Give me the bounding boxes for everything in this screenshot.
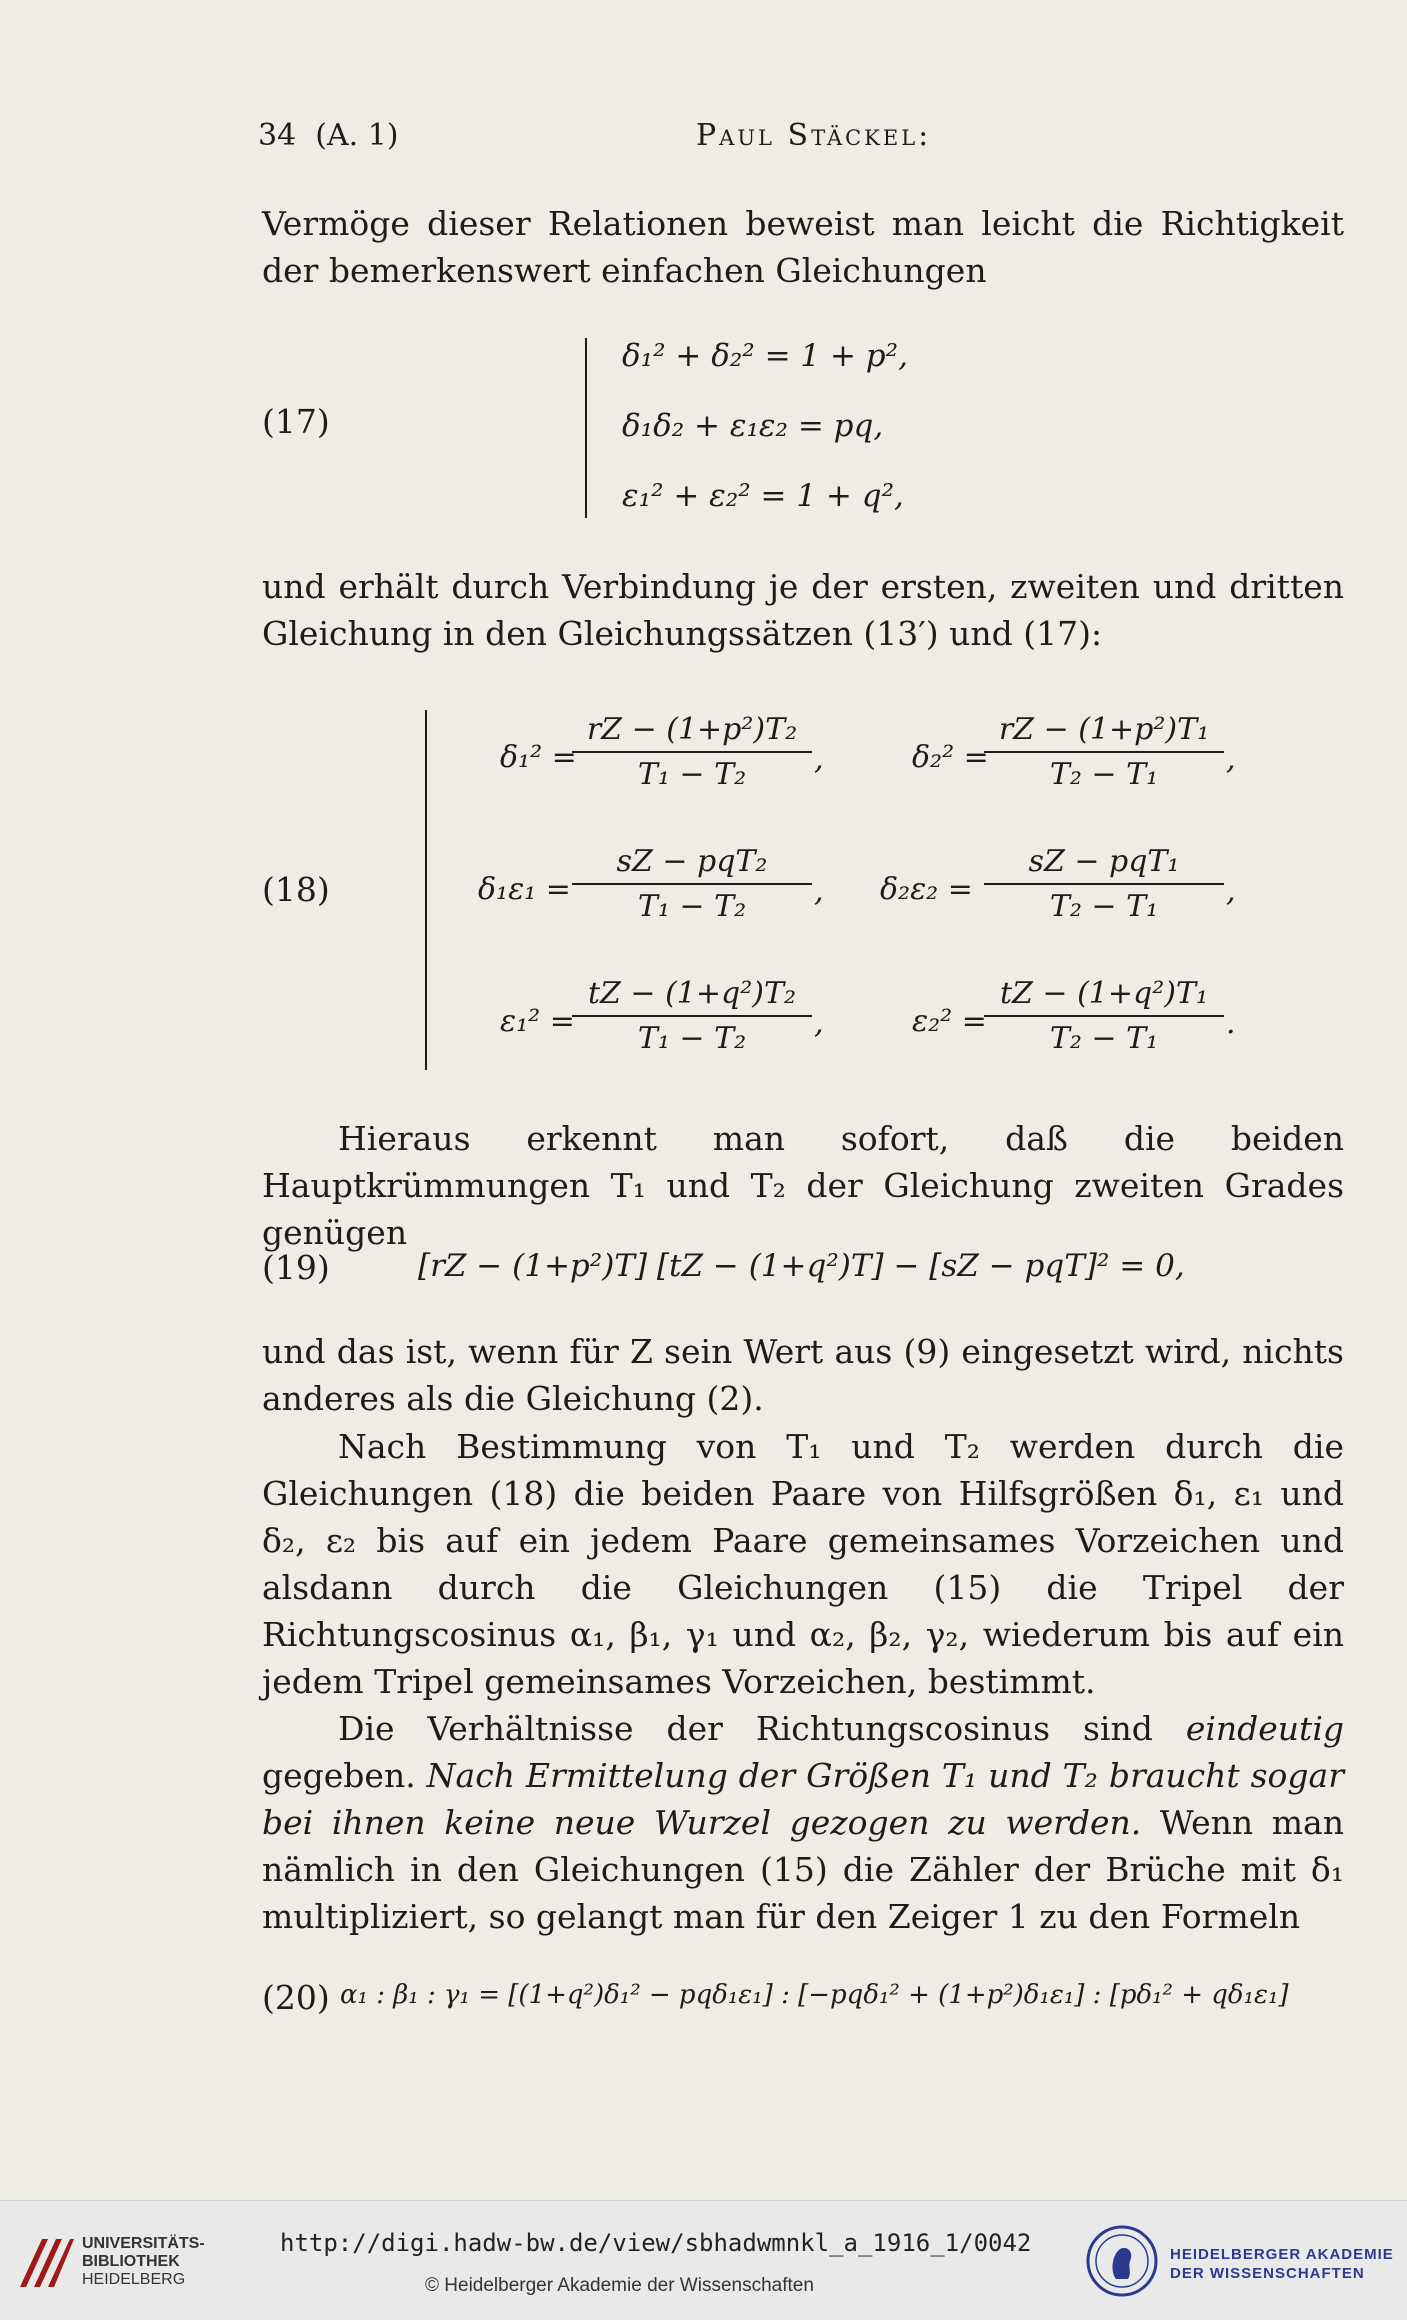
paragraph-4: und das ist, wenn für Z sein Wert aus (9) eingesetzt wird, nichts anderes als die Gleichung (2). bbox=[262, 1332, 1344, 1418]
viewer-footer bbox=[0, 2200, 1407, 2320]
eq18-row1-left-lhs: δ₁² = bbox=[500, 740, 577, 775]
eq18-row1-right-punct: , bbox=[1226, 742, 1236, 777]
equation-20-body: α₁ : β₁ : γ₁ = [(1+q²)δ₁² − pqδ₁ε₁] : [−pqδ₁² + (1+p²)δ₁ε₁] : [pδ₁² + qδ₁ε₁] bbox=[340, 1980, 1289, 2010]
academy-seal-icon bbox=[1086, 2225, 1158, 2297]
eq18-row2-left-punct: , bbox=[814, 874, 824, 909]
eq18-row3-left-fraction bbox=[572, 976, 812, 1056]
eq18-row1-left-punct: , bbox=[814, 742, 824, 777]
numerator: rZ − (1+p²)T₂ bbox=[586, 712, 798, 747]
paragraph-2: und erhält durch Verbindung je der ersten, zweiten und dritten Gleichung in den Gleichungssätzen (13′) und (17): bbox=[262, 567, 1344, 653]
denominator: T₁ − T₂ bbox=[637, 1021, 747, 1056]
numerator: tZ − (1+q²)T₂ bbox=[587, 976, 796, 1011]
numerator: rZ − (1+p²)T₁ bbox=[998, 712, 1210, 747]
paragraph-5: Nach Bestimmung von T₁ und T₂ werden durch die Gleichungen (18) die beiden Paare von Hilfsgrößen δ₁, ε₁ und δ₂, ε₂ bis auf ein jedem Paare gemeinsames Vorzeichen und alsdann durch die Gleichungen (15) die Tripel der Richtungscosinus α₁, β₁, γ₁ und α₂, β₂, γ₂, wiederum bis auf ein jedem Tripel gemeinsames Vorzeichen, bestimmt. bbox=[262, 1427, 1344, 1701]
eq18-row1-right-fraction bbox=[984, 712, 1224, 792]
denominator: T₂ − T₁ bbox=[1049, 1021, 1159, 1056]
eq18-row3-right-fraction bbox=[984, 976, 1224, 1056]
equation-18-label: (18) bbox=[262, 870, 330, 909]
university-library-logo-icon bbox=[14, 2231, 76, 2293]
eq18-row3-left-lhs: ε₁² = bbox=[500, 1004, 575, 1039]
equation-19-body: [rZ − (1+p²)T] [tZ − (1+q²)T] − [sZ − pqT]² = 0, bbox=[418, 1248, 1185, 1284]
eq18-row2-right-lhs: δ₂ε₂ = bbox=[880, 872, 973, 907]
equation-19-label: (19) bbox=[262, 1248, 330, 1287]
paragraph-6-italic-sentence: Nach Ermittelung der Größen T₁ und T₂ braucht sogar bei ihnen keine neue Wurzel gezogen zu werden. bbox=[262, 1756, 1344, 1842]
eq18-row2-left-lhs: δ₁ε₁ = bbox=[478, 872, 571, 907]
eq18-row3-right-punct: . bbox=[1226, 1006, 1236, 1041]
equation-17-brace bbox=[585, 338, 587, 518]
denominator: T₁ − T₂ bbox=[637, 757, 747, 792]
permalink-url[interactable]: http://digi.hadw-bw.de/view/sbhadwmnkl_a_1916_1/0042 bbox=[280, 2229, 1032, 2257]
running-head: Paul Stäckel: bbox=[696, 118, 932, 153]
university-library-name: UNIVERSITÄTS- BIBLIOTHEK HEIDELBERG bbox=[82, 2235, 205, 2288]
eq18-row2-right-fraction bbox=[984, 844, 1224, 924]
paragraph-6-part-e: Wenn man nämlich in den Gleichungen (15) die Zähler der Brüche mit δ₁ multipliziert, so gelangt man für den Zeiger 1 zu den Formeln bbox=[262, 1803, 1344, 1936]
eq18-row2-left-fraction bbox=[572, 844, 812, 924]
paragraph-3: Hieraus erkennt man sofort, daß die beiden Hauptkrümmungen T₁ und T₂ der Gleichung zweiten Grades genügen bbox=[262, 1119, 1344, 1252]
page-header bbox=[258, 118, 1307, 158]
equation-20-label: (20) bbox=[262, 1978, 330, 2017]
denominator: T₁ − T₂ bbox=[637, 889, 747, 924]
paragraph-6-part-c: gegeben. bbox=[262, 1756, 416, 1795]
equation-17-line-2: δ₁δ₂ + ε₁ε₂ = pq, bbox=[622, 408, 884, 444]
eq18-row3-right-lhs: ε₂² = bbox=[912, 1004, 987, 1039]
equation-18-brace bbox=[425, 710, 427, 1070]
equation-17-line-3: ε₁² + ε₂² = 1 + q², bbox=[622, 478, 904, 514]
page-number: 34 (A. 1) bbox=[258, 118, 399, 153]
numerator: tZ − (1+q²)T₁ bbox=[999, 976, 1208, 1011]
paragraph-6 bbox=[262, 1705, 1344, 1940]
eq18-row1-right-lhs: δ₂² = bbox=[912, 740, 989, 775]
eq18-row3-left-punct: , bbox=[814, 1006, 824, 1041]
denominator: T₂ − T₁ bbox=[1049, 757, 1159, 792]
equation-17-line-1: δ₁² + δ₂² = 1 + p², bbox=[622, 338, 908, 374]
paragraph-6-emphasis: eindeutig bbox=[1185, 1709, 1344, 1748]
paragraph-1: Vermöge dieser Relationen beweist man leicht die Richtigkeit der bemerkenswert einfachen Gleichungen bbox=[262, 204, 1344, 290]
copyright-notice: © Heidelberger Akademie der Wissenschaften bbox=[425, 2275, 814, 2296]
paragraph-6-part-a: Die Verhältnisse der Richtungscosinus sind bbox=[338, 1709, 1153, 1748]
academy-name: HEIDELBERGER AKADEMIE DER WISSENSCHAFTEN bbox=[1170, 2246, 1394, 2282]
eq18-row2-right-punct: , bbox=[1226, 874, 1236, 909]
denominator: T₂ − T₁ bbox=[1049, 889, 1159, 924]
numerator: sZ − pqT₂ bbox=[616, 844, 768, 879]
equation-17-label: (17) bbox=[262, 402, 330, 441]
eq18-row1-left-fraction bbox=[572, 712, 812, 792]
numerator: sZ − pqT₁ bbox=[1028, 844, 1180, 879]
